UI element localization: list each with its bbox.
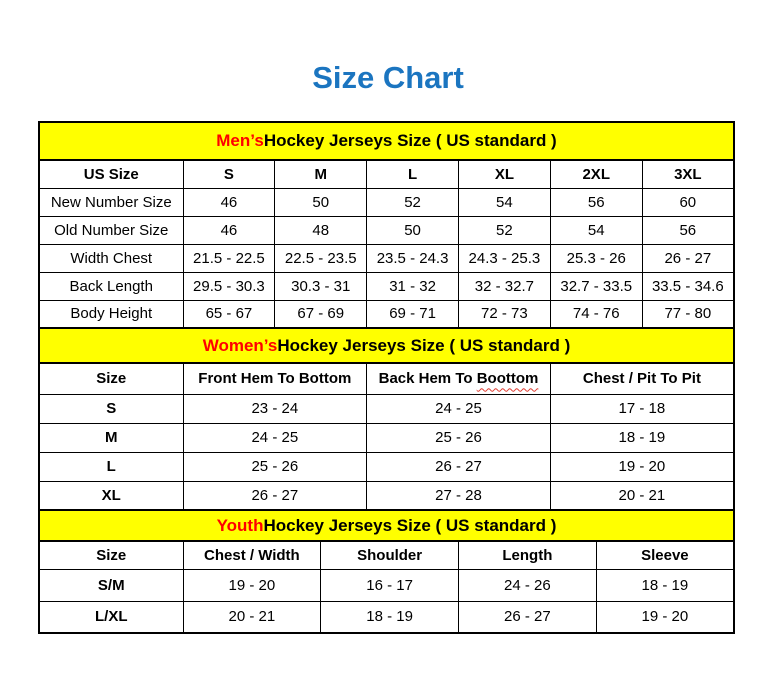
heading-highlight: Men’s	[216, 131, 264, 150]
page-title: Size Chart	[312, 60, 464, 95]
column-header	[367, 363, 551, 394]
section-heading-womens	[38, 327, 735, 364]
table-header-row	[39, 160, 734, 188]
size-value-cell: 67 - 69	[275, 300, 367, 328]
size-value-cell: 30.3 - 31	[275, 272, 367, 300]
table-header-row	[39, 363, 734, 394]
size-value-cell: 74 - 76	[550, 300, 642, 328]
column-header: Shoulder	[321, 541, 459, 569]
table-row	[39, 569, 734, 601]
size-value-cell: 26 - 27	[183, 481, 367, 510]
size-value-cell: 19 - 20	[550, 452, 734, 481]
size-value-cell: 25 - 26	[367, 423, 551, 452]
size-value-cell: 52	[458, 216, 550, 244]
misspelled-word: Boottom	[476, 370, 539, 388]
size-value-cell: 24 - 26	[459, 569, 597, 601]
size-value-cell: 23 - 24	[183, 394, 367, 423]
table-row	[39, 300, 734, 328]
size-value-cell: 17 - 18	[550, 394, 734, 423]
table-header-row	[39, 541, 734, 569]
size-table-youth	[38, 540, 735, 634]
row-label: L/XL	[39, 601, 183, 633]
size-value-cell: 26 - 27	[367, 452, 551, 481]
table-row	[39, 188, 734, 216]
size-value-cell: 27 - 28	[367, 481, 551, 510]
size-value-cell: 54	[458, 188, 550, 216]
size-value-cell: 32.7 - 33.5	[550, 272, 642, 300]
heading-rest: Hockey Jerseys Size ( US standard )	[263, 515, 557, 535]
size-value-cell: 25.3 - 26	[550, 244, 642, 272]
row-label: New Number Size	[39, 188, 183, 216]
size-value-cell: 21.5 - 22.5	[183, 244, 275, 272]
column-header: Sleeve	[596, 541, 734, 569]
size-value-cell: 46	[183, 216, 275, 244]
row-label: Old Number Size	[39, 216, 183, 244]
column-header: M	[275, 160, 367, 188]
heading-rest: Hockey Jerseys Size ( US standard )	[277, 335, 571, 355]
heading-highlight: Women’s	[202, 335, 278, 355]
row-label: S/M	[39, 569, 183, 601]
row-label: XL	[39, 481, 183, 510]
size-value-cell: 29.5 - 30.3	[183, 272, 275, 300]
table-row	[39, 394, 734, 423]
row-label: M	[39, 423, 183, 452]
column-header: US Size	[39, 160, 183, 188]
column-header-text: Back Hem To	[378, 370, 477, 388]
column-header: 2XL	[550, 160, 642, 188]
column-header: Length	[459, 541, 597, 569]
size-table-womens	[38, 362, 735, 511]
size-value-cell: 24 - 25	[367, 394, 551, 423]
size-value-cell: 24.3 - 25.3	[458, 244, 550, 272]
size-value-cell: 52	[367, 188, 459, 216]
row-label: Width Chest	[39, 244, 183, 272]
table-row	[39, 601, 734, 633]
size-value-cell: 54	[550, 216, 642, 244]
size-value-cell: 48	[275, 216, 367, 244]
size-value-cell: 18 - 19	[321, 601, 459, 633]
table-row	[39, 423, 734, 452]
size-value-cell: 26 - 27	[459, 601, 597, 633]
size-value-cell: 24 - 25	[183, 423, 367, 452]
size-value-cell: 25 - 26	[183, 452, 367, 481]
table-row	[39, 481, 734, 510]
column-header: Front Hem To Bottom	[183, 363, 367, 394]
size-value-cell: 16 - 17	[321, 569, 459, 601]
size-value-cell: 31 - 32	[367, 272, 459, 300]
size-value-cell: 46	[183, 188, 275, 216]
size-value-cell: 26 - 27	[642, 244, 734, 272]
size-value-cell: 32 - 32.7	[458, 272, 550, 300]
column-header: Size	[39, 363, 183, 394]
size-value-cell: 56	[550, 188, 642, 216]
size-value-cell: 65 - 67	[183, 300, 275, 328]
size-value-cell: 18 - 19	[596, 569, 734, 601]
column-header: 3XL	[642, 160, 734, 188]
size-value-cell: 77 - 80	[642, 300, 734, 328]
size-table-mens	[38, 159, 735, 329]
table-row	[39, 216, 734, 244]
size-value-cell: 18 - 19	[550, 423, 734, 452]
section-heading-youth	[38, 509, 735, 542]
column-header: S	[183, 160, 275, 188]
column-header: XL	[458, 160, 550, 188]
column-header: Chest / Width	[183, 541, 321, 569]
row-label: Back Length	[39, 272, 183, 300]
heading-highlight: Youth	[216, 515, 264, 535]
size-value-cell: 20 - 21	[550, 481, 734, 510]
size-value-cell: 22.5 - 23.5	[275, 244, 367, 272]
table-row	[39, 452, 734, 481]
size-value-cell: 33.5 - 34.6	[642, 272, 734, 300]
size-value-cell: 56	[642, 216, 734, 244]
size-value-cell: 60	[642, 188, 734, 216]
size-value-cell: 19 - 20	[183, 569, 321, 601]
size-value-cell: 23.5 - 24.3	[367, 244, 459, 272]
size-chart-tables	[38, 121, 735, 634]
size-value-cell: 19 - 20	[596, 601, 734, 633]
size-value-cell: 20 - 21	[183, 601, 321, 633]
column-header: Size	[39, 541, 183, 569]
row-label: Body Height	[39, 300, 183, 328]
size-value-cell: 72 - 73	[458, 300, 550, 328]
section-heading-mens	[38, 121, 735, 161]
row-label: S	[39, 394, 183, 423]
size-value-cell: 69 - 71	[367, 300, 459, 328]
heading-rest: Hockey Jerseys Size ( US standard )	[263, 131, 557, 150]
row-label: L	[39, 452, 183, 481]
table-row	[39, 244, 734, 272]
table-row	[39, 272, 734, 300]
size-value-cell: 50	[275, 188, 367, 216]
column-header: L	[367, 160, 459, 188]
size-value-cell: 50	[367, 216, 459, 244]
column-header: Chest / Pit To Pit	[550, 363, 734, 394]
